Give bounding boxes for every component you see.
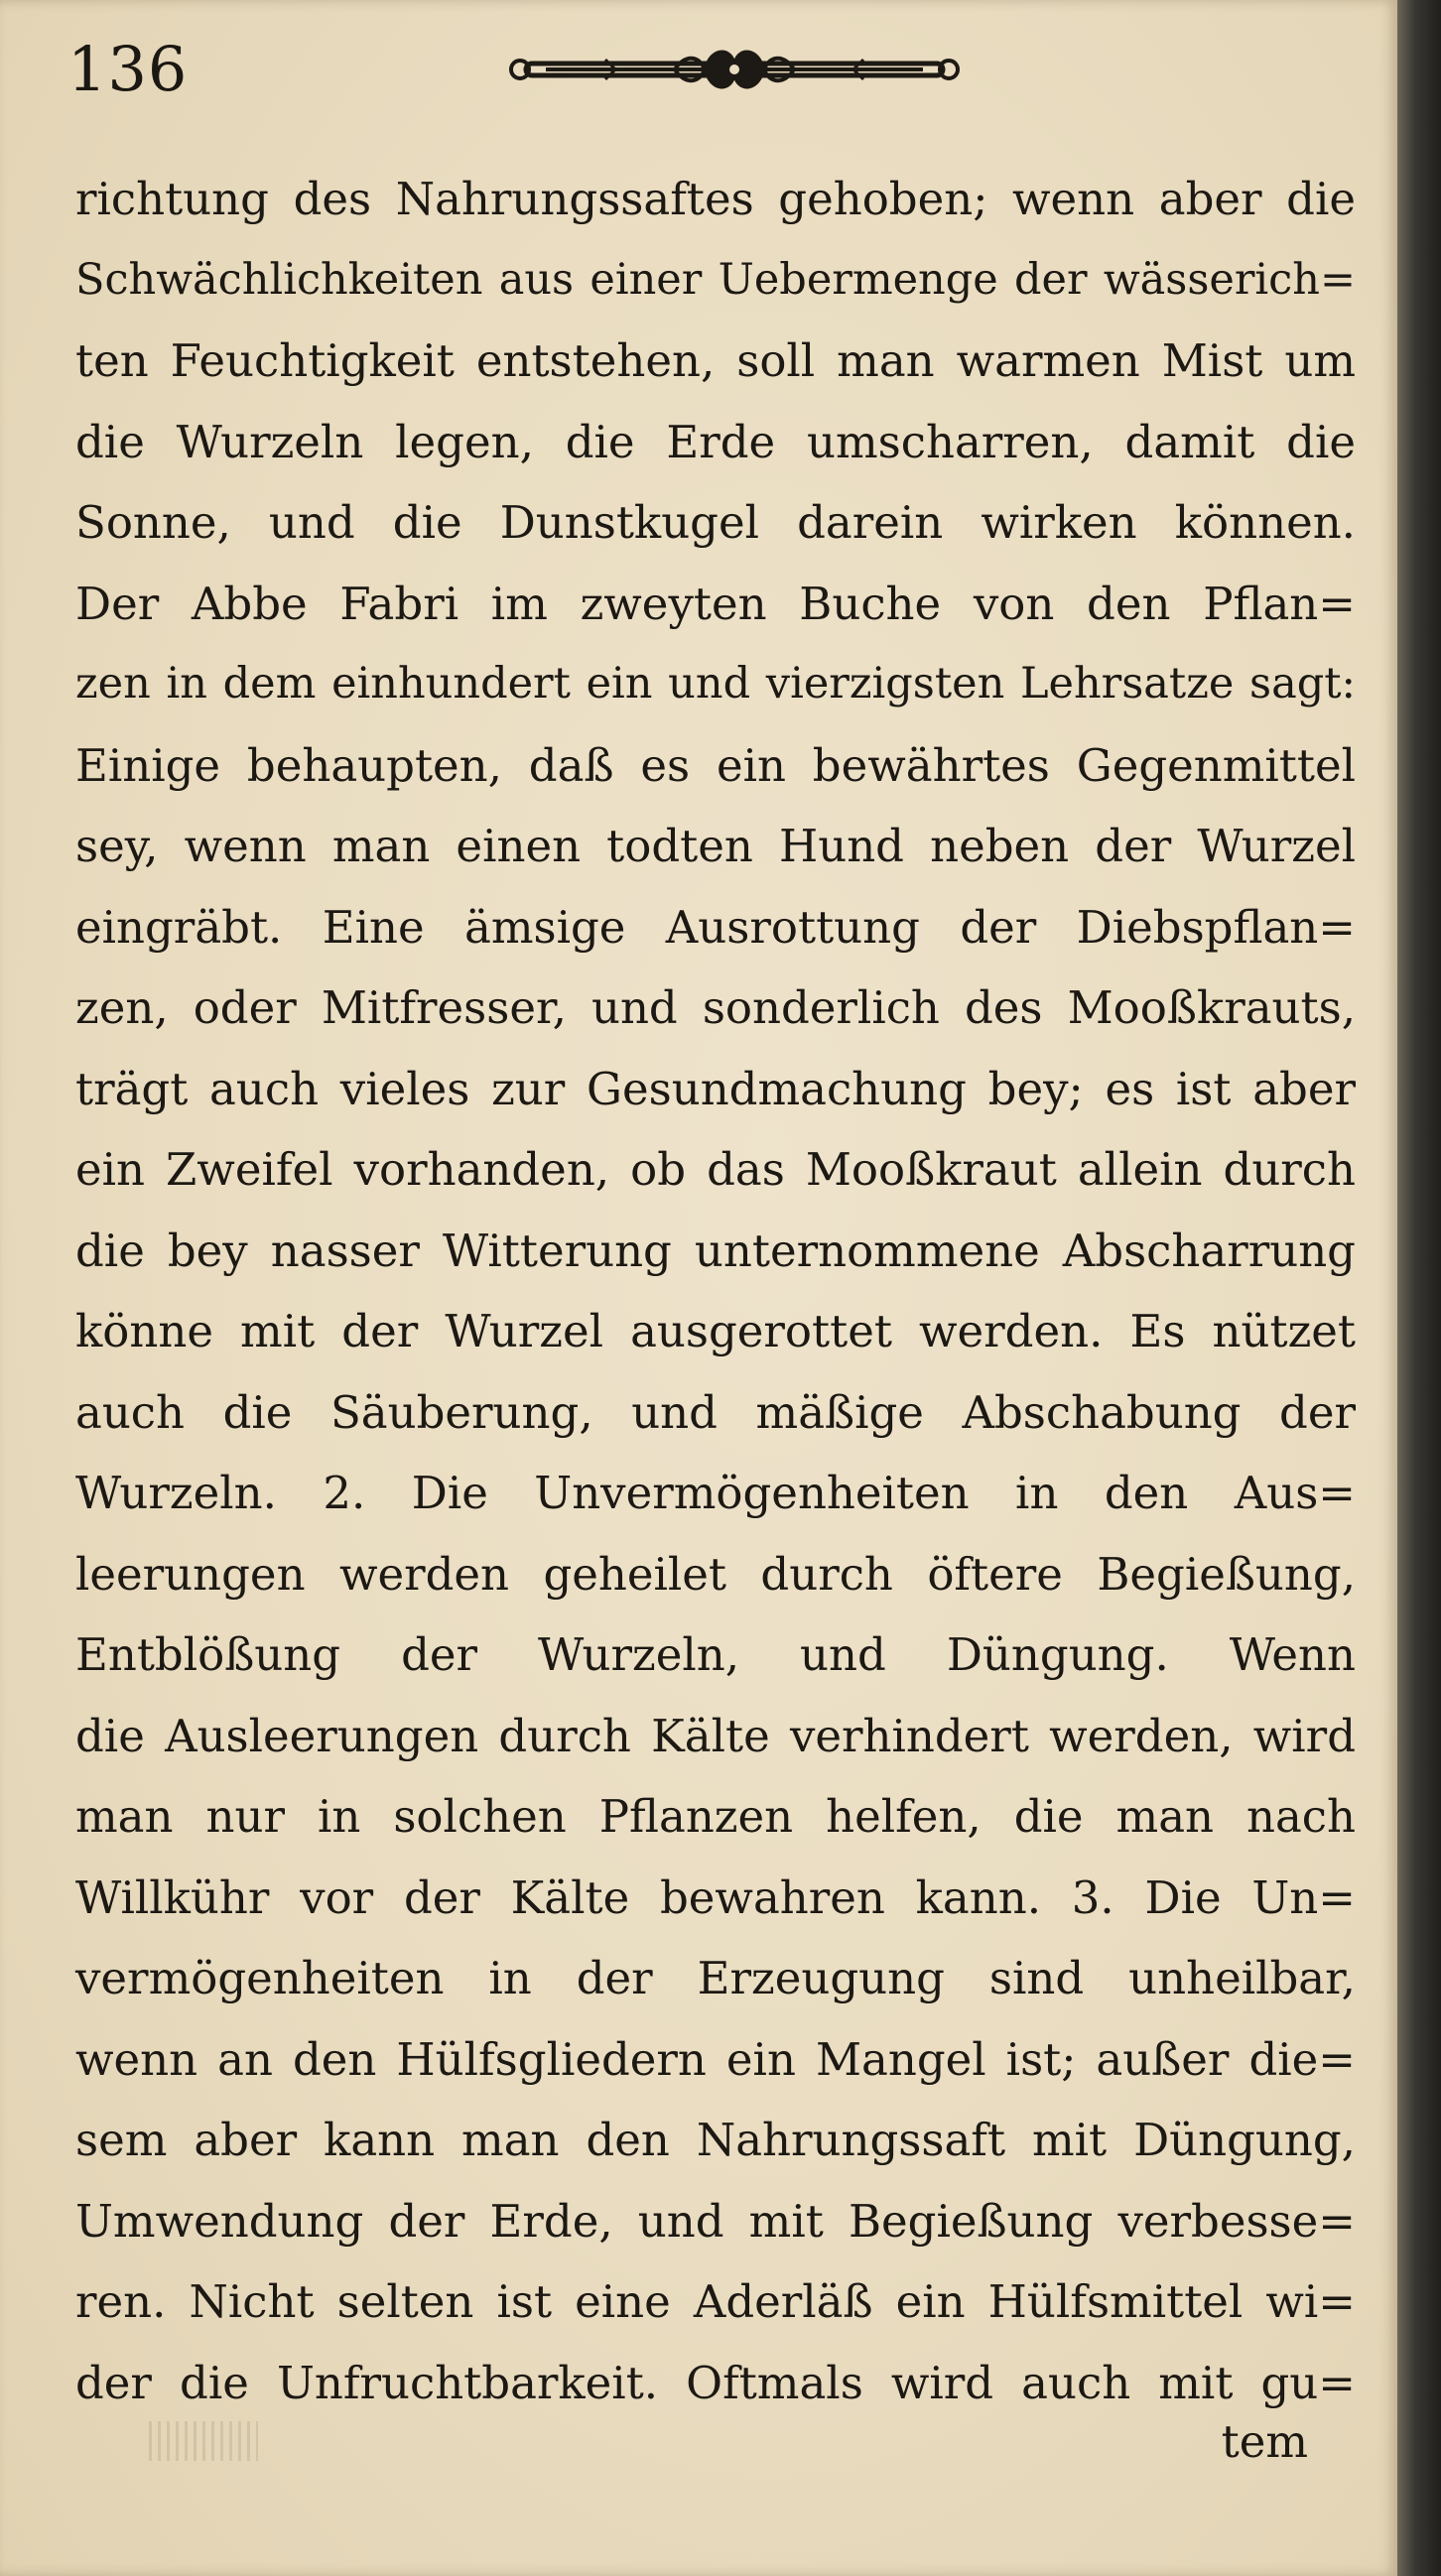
text-line: zen, oder Mitfresser, und sonderlich des Mooßkrauts, bbox=[75, 981, 1356, 1034]
text-line: Umwendung der Erde, und mit Begießung verbesse= bbox=[75, 2194, 1356, 2248]
text-line: Sonne, und die Dunstkugel darein wirken können. bbox=[75, 496, 1356, 549]
catchword: tem bbox=[1221, 2415, 1308, 2468]
body-text bbox=[75, 159, 1356, 2423]
text-line: Schwächlichkeiten aus einer Uebermenge der wässerich= bbox=[75, 254, 1356, 305]
text-line: auch die Säuberung, und mäßige Abschabung der bbox=[75, 1385, 1356, 1439]
text-line: zen in dem einhundert ein und vierzigsten Lehrsatze sagt: bbox=[75, 659, 1356, 708]
text-line: Einige behaupten, daß es ein bewährtes Gegenmittel bbox=[75, 738, 1356, 792]
page-number: 136 bbox=[67, 33, 189, 105]
text-line: sey, wenn man einen todten Hund neben der Wurzel bbox=[75, 820, 1356, 872]
text-line: ein Zweifel vorhanden, ob das Mooßkraut allein durch bbox=[75, 1143, 1356, 1196]
text-line: Willkühr vor der Kälte bewahren kann. 3. Die Un= bbox=[75, 1870, 1356, 1924]
decorative-headpiece-ornament-icon bbox=[506, 40, 963, 99]
text-line: vermögenheiten in der Erzeugung sind unheilbar, bbox=[75, 1952, 1356, 2004]
page-edge-shadow bbox=[1397, 0, 1441, 2576]
text-line: Wurzeln. 2. Die Unvermögenheiten in den Aus= bbox=[75, 1467, 1356, 1519]
text-line: richtung des Nahrungssaftes gehoben; wenn aber die bbox=[75, 173, 1356, 225]
text-line: ren. Nicht selten ist eine Aderläß ein Hülfsmittel wi= bbox=[75, 2275, 1356, 2328]
text-line: sem aber kann man den Nahrungssaft mit Düngung, bbox=[75, 2114, 1356, 2166]
text-line: trägt auch vieles zur Gesundmachung bey; es ist aber bbox=[75, 1062, 1356, 1115]
text-line: die Wurzeln legen, die Erde umscharren, damit die bbox=[75, 415, 1356, 468]
text-line: die Ausleerungen durch Kälte verhindert werden, wird bbox=[75, 1709, 1356, 1762]
text-line: könne mit der Wurzel ausgerottet werden. Es nützet bbox=[75, 1305, 1356, 1357]
text-line: der die Unfruchtbarkeit. Oftmals wird auch mit gu= bbox=[75, 2356, 1356, 2409]
text-line: die bey nasser Witterung unternommene Abscharrung bbox=[75, 1224, 1356, 1277]
text-line: wenn an den Hülfsgliedern ein Mangel ist; außer die= bbox=[75, 2032, 1356, 2086]
text-line: Entblößung der Wurzeln, und Düngung. Wenn bbox=[75, 1628, 1356, 1681]
text-line: man nur in solchen Pflanzen helfen, die man nach bbox=[75, 1790, 1356, 1843]
text-line: eingräbt. Eine ämsige Ausrottung der Diebspflan= bbox=[75, 900, 1356, 954]
text-line: leerungen werden geheilet durch öftere Begießung, bbox=[75, 1547, 1356, 1601]
ink-bleed-through bbox=[149, 2421, 258, 2461]
text-line: ten Feuchtigkeit entstehen, soll man warmen Mist um bbox=[75, 334, 1356, 387]
text-line: Der Abbe Fabri im zweyten Buche von den Pflan= bbox=[75, 577, 1356, 630]
